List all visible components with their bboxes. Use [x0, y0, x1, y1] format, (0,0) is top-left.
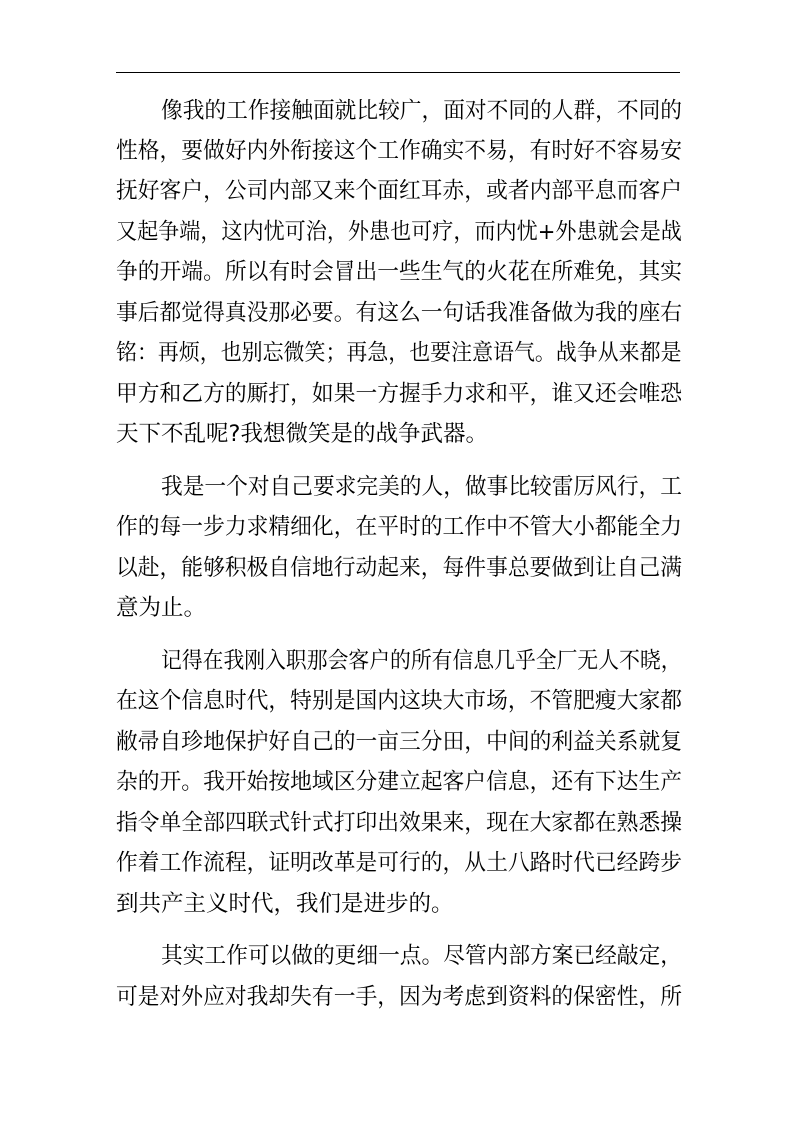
text-line: 像我的工作接触面就比较广，面对不同的人群，不同的	[161, 98, 683, 124]
text-line: 铭：再烦，也别忘微笑；再急，也要注意语气。战争从来都是	[116, 340, 682, 366]
text-line: 甲方和乙方的厮打，如果一方握手力求和平，谁又还会唯恐	[116, 381, 683, 407]
text-line: 天下不乱呢?我想微笑是的战争武器。	[116, 421, 488, 447]
text-line: 作的每一步力求精细化，在平时的工作中不管大小都能全力	[116, 514, 683, 540]
text-line: 到共产主义时代，我们是进步的。	[116, 891, 454, 917]
text-line: 作着工作流程，证明改革是可行的，从土八路时代已经跨步	[116, 850, 683, 876]
text-line: 意为止。	[116, 595, 207, 621]
text-line: 指令单全部四联式针式打印出效果来，现在大家都在熟悉操	[116, 810, 683, 836]
text-line: 可是对外应对我却失有一手，因为考虑到资料的保密性，所	[116, 984, 683, 1010]
text-line: 又起争端，这内忧可治，外患也可疗，而内忧+外患就会是战	[116, 219, 682, 245]
text-line: 我是一个对自己要求完美的人，做事比较雷厉风行，工	[161, 474, 683, 500]
text-line: 杂的开。我开始按地域区分建立起客户信息，还有下达生产	[116, 769, 683, 795]
text-line: 敝帚自珍地保护好自己的一亩三分田，中间的利益关系就复	[116, 729, 683, 755]
text-line: 事后都觉得真没那必要。有这么一句话我准备做为我的座右	[116, 300, 683, 326]
text-line: 争的开端。所以有时会冒出一些生气的火花在所难免，其实	[116, 259, 683, 285]
text-line: 记得在我刚入职那会客户的所有信息几乎全厂无人不晓，	[161, 648, 682, 674]
header-rule	[116, 72, 680, 73]
text-line: 抚好客户，公司内部又来个面红耳赤，或者内部平息而客户	[116, 178, 683, 204]
text-line: 在这个信息时代，特别是国内这块大市场，不管肥瘦大家都	[116, 688, 683, 714]
text-line: 性格，要做好内外衔接这个工作确实不易，有时好不容易安	[116, 138, 683, 164]
text-line: 以赴，能够积极自信地行动起来，每件事总要做到让自己满	[116, 555, 683, 581]
text-line: 其实工作可以做的更细一点。尽管内部方案已经敲定，	[161, 943, 683, 969]
